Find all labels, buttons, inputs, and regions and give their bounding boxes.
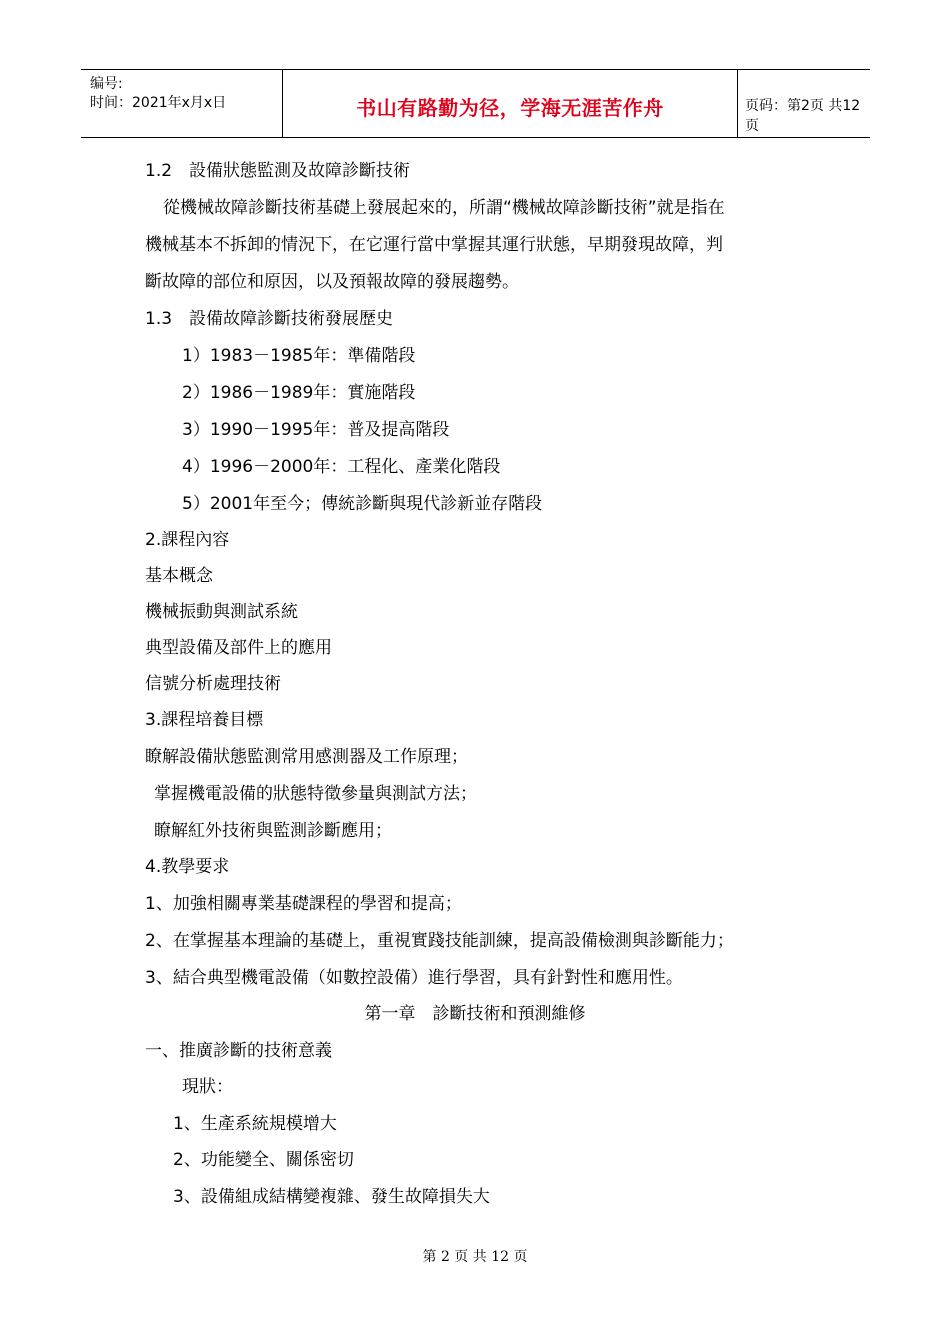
header-page-label: 页码：第2页 共12页 xyxy=(745,98,861,134)
status-item: 2、功能變全、關係密切 xyxy=(173,1150,354,1170)
course-content-item: 典型設備及部件上的應用 xyxy=(145,638,332,658)
header-center-cell xyxy=(282,70,738,137)
section-1-2-paragraph-line-2: 機械基本不拆卸的情況下，在它運行當中掌握其運行狀態，早期發現故障，判 xyxy=(145,235,723,255)
history-item: 5）2001年至今；傳統診斷與現代診新並存階段 xyxy=(182,494,543,514)
section-1-2-paragraph-line-1: 從機械故障診斷技術基礎上發展起來的，所謂“機械故障診斷技術”就是指在 xyxy=(163,198,725,218)
header-motto: 书山有路勤为径，学海无涯苦作舟 xyxy=(356,96,664,120)
chapter-title: 第一章 診斷技術和預測維修 xyxy=(364,1004,586,1024)
course-content-item: 基本概念 xyxy=(145,566,213,586)
course-content-item: 機械振動與測試系統 xyxy=(145,602,298,622)
course-goal-item: 瞭解紅外技術與監測診斷應用； xyxy=(154,821,392,841)
history-item: 4）1996－2000年：工程化、產業化階段 xyxy=(182,457,501,477)
course-goal-item: 掌握機電設備的狀態特徵參量與測試方法； xyxy=(154,784,477,804)
page-footer: 第 2 页 共 12 页 xyxy=(422,1249,528,1265)
section-1-3-title: 1.3 設備故障診斷技術發展歷史 xyxy=(145,309,394,329)
chapter-section-1-title: 一、推廣診斷的技術意義 xyxy=(145,1041,332,1061)
history-item: 2）1986－1989年：實施階段 xyxy=(182,383,416,403)
status-item: 3、設備組成結構變複雜、發生故障損失大 xyxy=(173,1187,490,1207)
section-4-title: 4.教學要求 xyxy=(145,857,230,877)
teaching-requirement-item: 2、在掌握基本理論的基礎上，重視實踐技能訓練，提高設備檢測與診斷能力； xyxy=(145,931,734,951)
history-item: 3）1990－1995年：普及提高階段 xyxy=(182,420,450,440)
course-goal-item: 瞭解設備狀態監測常用感測器及工作原理； xyxy=(145,747,468,767)
course-content-item: 信號分析處理技術 xyxy=(145,674,281,694)
teaching-requirement-item: 1、加強相關專業基礎課程的學習和提高； xyxy=(145,894,462,914)
header-right-cell xyxy=(737,70,870,137)
header-left-cell xyxy=(81,70,282,137)
status-label: 現狀： xyxy=(182,1077,233,1097)
document-time-label: 时间：2021年x月x日 xyxy=(90,95,227,111)
section-1-2-paragraph-line-3: 斷故障的部位和原因，以及預報故障的發展趨勢。 xyxy=(145,272,519,292)
document-number-label: 编号: xyxy=(90,76,123,92)
teaching-requirement-item: 3、結合典型機電設備（如數控設備）進行學習，具有針對性和應用性。 xyxy=(145,968,683,988)
section-3-title: 3.課程培養目標 xyxy=(145,710,264,730)
header-table xyxy=(81,69,870,138)
section-1-2-title: 1.2 設備狀態監測及故障診斷技術 xyxy=(145,161,411,181)
history-item: 1）1983－1985年：準備階段 xyxy=(182,346,416,366)
status-item: 1、生產系統規模增大 xyxy=(173,1114,337,1134)
section-2-title: 2.課程內容 xyxy=(145,530,230,550)
